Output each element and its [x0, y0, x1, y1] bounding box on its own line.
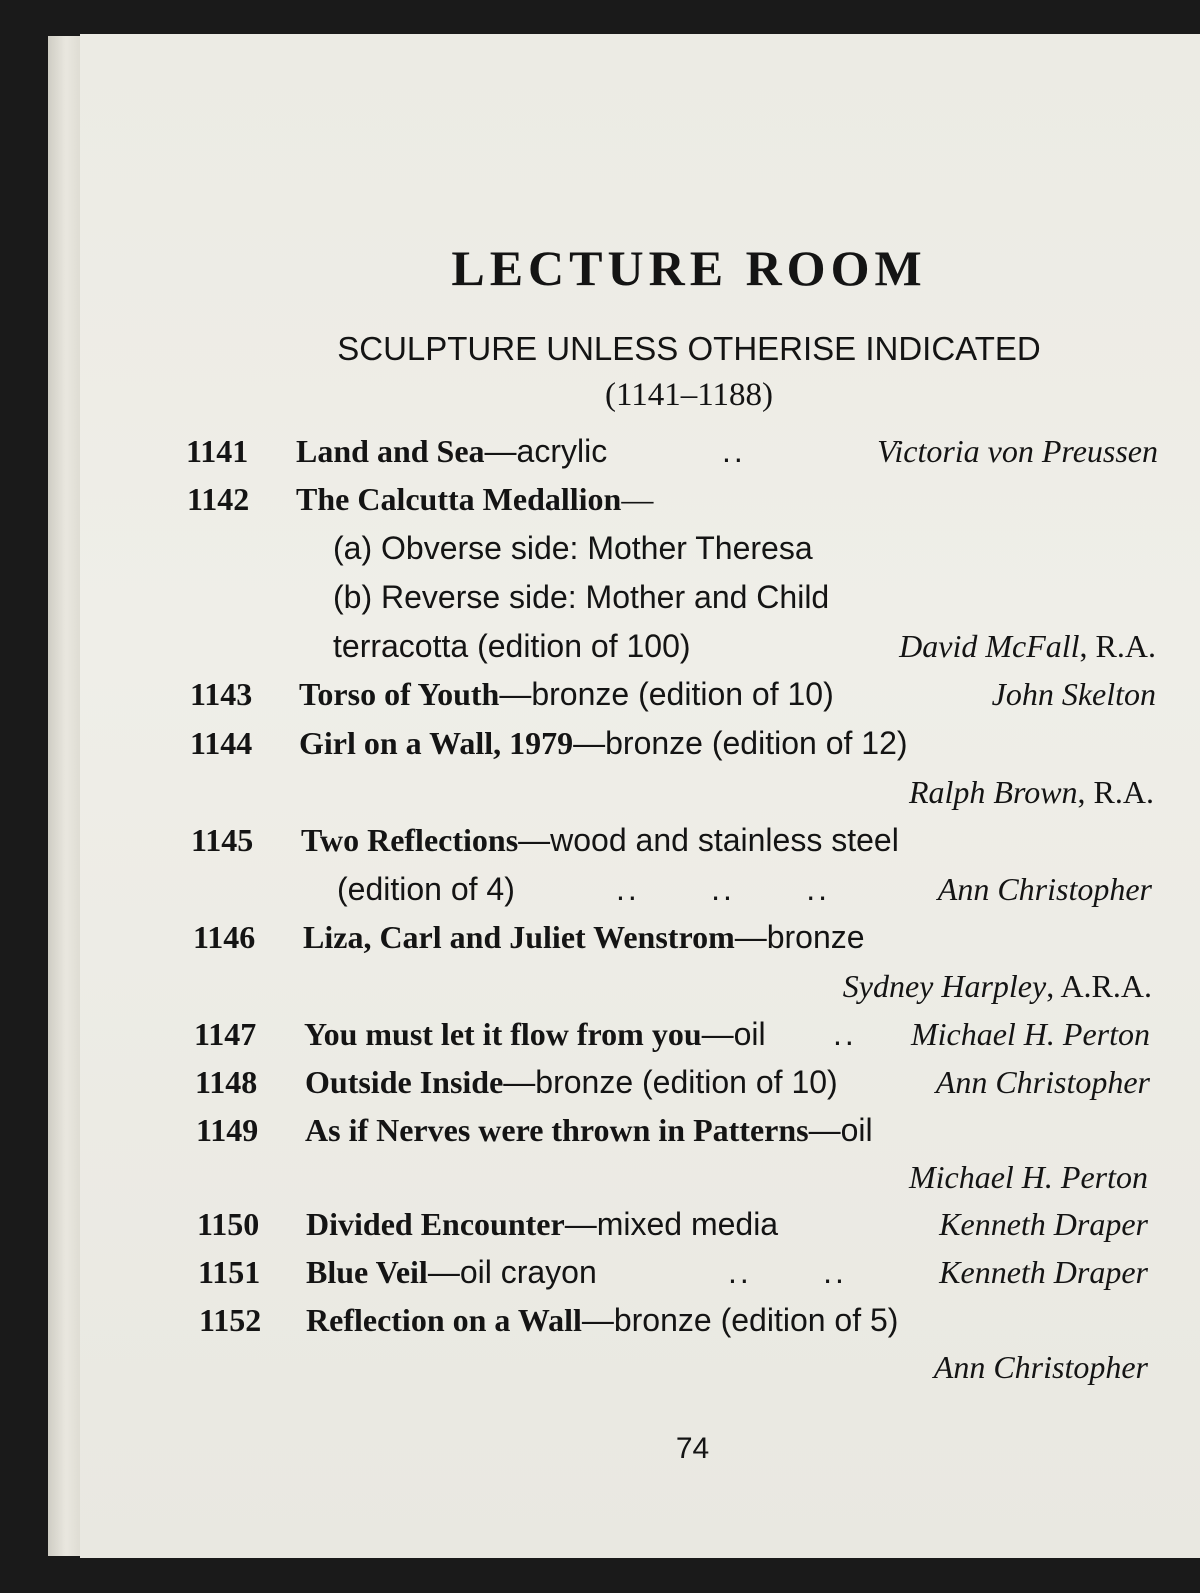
entry-medium: —wood and stainless steel	[518, 822, 899, 858]
entry-medium-detail: (edition of 4)	[337, 871, 515, 907]
entry-artist: Sydney Harpley	[842, 968, 1047, 1004]
entry-medium: —mixed media	[564, 1206, 779, 1242]
entry-medium: —oil	[701, 1016, 766, 1052]
entry-medium: —bronze (edition of 12)	[573, 725, 908, 761]
artist-qualification: , A.R.A.	[1046, 968, 1152, 1004]
entry-artist: Ann Christopher	[933, 1349, 1148, 1385]
catalogue-entry	[80, 479, 1200, 519]
entry-number: 1151	[198, 1254, 261, 1290]
entry-medium: —bronze	[734, 919, 865, 955]
entry-medium: —bronze (edition of 10)	[503, 1064, 838, 1100]
entry-number: 1147	[194, 1016, 257, 1052]
entry-number: 1141	[186, 433, 249, 469]
entry-artist: David McFall	[899, 628, 1080, 664]
catalogue-entry	[80, 674, 1200, 714]
catalogue-entry-cont	[80, 869, 1200, 909]
catalogue-entry	[80, 1300, 1200, 1340]
entry-title: Two Reflections	[301, 822, 519, 858]
catalogue-entry	[80, 431, 1200, 471]
entry-title: Land and Sea	[296, 433, 485, 469]
entry-medium: —	[621, 481, 654, 517]
entry-artist: Kenneth Draper	[939, 1206, 1148, 1242]
entry-number: 1148	[195, 1064, 258, 1100]
entry-number: 1144	[190, 725, 253, 761]
artist-qualification: , R.A.	[1079, 628, 1156, 664]
catalogue-entry-cont	[80, 1157, 1200, 1197]
entry-artist: Kenneth Draper	[939, 1254, 1148, 1290]
catalogue-entry-cont	[80, 626, 1200, 666]
entry-artist: Victoria von Preussen	[877, 433, 1158, 469]
entry-number: 1149	[196, 1112, 259, 1148]
catalogue-entry	[80, 1062, 1200, 1102]
entry-artist: John Skelton	[991, 676, 1156, 712]
entry-medium-detail: terracotta (edition of 100)	[333, 628, 691, 664]
catalogue-entry-cont	[80, 1347, 1200, 1387]
catalogue-entry	[80, 1014, 1200, 1054]
entry-title: Blue Veil	[306, 1254, 428, 1290]
catalogue-entry	[80, 820, 1200, 860]
page-number: 74	[675, 1432, 710, 1465]
entry-medium: —oil	[808, 1112, 873, 1148]
leader-dots: ..	[722, 433, 746, 469]
entry-artist: Ann Christopher	[935, 1064, 1150, 1100]
catalogue-entry-cont	[80, 966, 1200, 1006]
catalogue-entry	[80, 1252, 1200, 1292]
entry-number: 1150	[197, 1206, 260, 1242]
section-subtitle: SCULPTURE UNLESS OTHERISE INDICATED	[337, 330, 1041, 367]
entry-title: You must let it flow from you	[304, 1016, 702, 1052]
entry-artist: Ann Christopher	[937, 871, 1152, 907]
page-title: LECTURE ROOM	[451, 240, 927, 296]
entry-number: 1145	[191, 822, 254, 858]
leader-dots: ..	[833, 1016, 857, 1052]
entry-title: As if Nerves were thrown in Patterns	[305, 1112, 809, 1148]
entry-subitem	[333, 528, 813, 568]
catalogue-range: (1141–1188)	[604, 377, 774, 413]
catalogue-entry	[80, 1204, 1200, 1244]
entry-title: Girl on a Wall, 1979	[299, 725, 574, 761]
artist-qualification: , R.A.	[1077, 774, 1154, 810]
entry-title: Liza, Carl and Juliet Wenstrom	[303, 919, 735, 955]
entry-subitem-b: (b) Reverse side: Mother and Child	[333, 579, 830, 615]
entry-medium: —oil crayon	[427, 1254, 597, 1290]
catalogue-page	[80, 34, 1200, 1558]
entry-artist: Michael H. Perton	[910, 1016, 1150, 1052]
entry-artist: Ralph Brown	[908, 774, 1078, 810]
entry-number: 1152	[199, 1302, 262, 1338]
entry-title: The Calcutta Medallion	[296, 481, 622, 517]
entry-medium: —bronze (edition of 5)	[581, 1302, 899, 1338]
entry-medium: —bronze (edition of 10)	[499, 676, 834, 712]
catalogue-entry	[80, 723, 1200, 763]
entry-subitem	[333, 577, 829, 617]
catalogue-entry-cont	[80, 772, 1200, 812]
leader-dots: .. ..	[728, 1254, 847, 1290]
entry-title: Divided Encounter	[306, 1206, 565, 1242]
catalogue-entry	[80, 917, 1200, 957]
entry-subitem-a: (a) Obverse side: Mother Theresa	[333, 530, 813, 566]
entry-number: 1146	[193, 919, 256, 955]
entry-number: 1143	[190, 676, 253, 712]
entry-medium: —acrylic	[484, 433, 608, 469]
catalogue-entry	[80, 1110, 1200, 1150]
entry-title: Torso of Youth	[299, 676, 500, 712]
entry-number: 1142	[187, 481, 250, 517]
entry-title: Reflection on a Wall	[306, 1302, 582, 1338]
leader-dots: .. .. ..	[616, 871, 831, 907]
entry-title: Outside Inside	[305, 1064, 504, 1100]
entry-artist: Michael H. Perton	[908, 1159, 1148, 1195]
